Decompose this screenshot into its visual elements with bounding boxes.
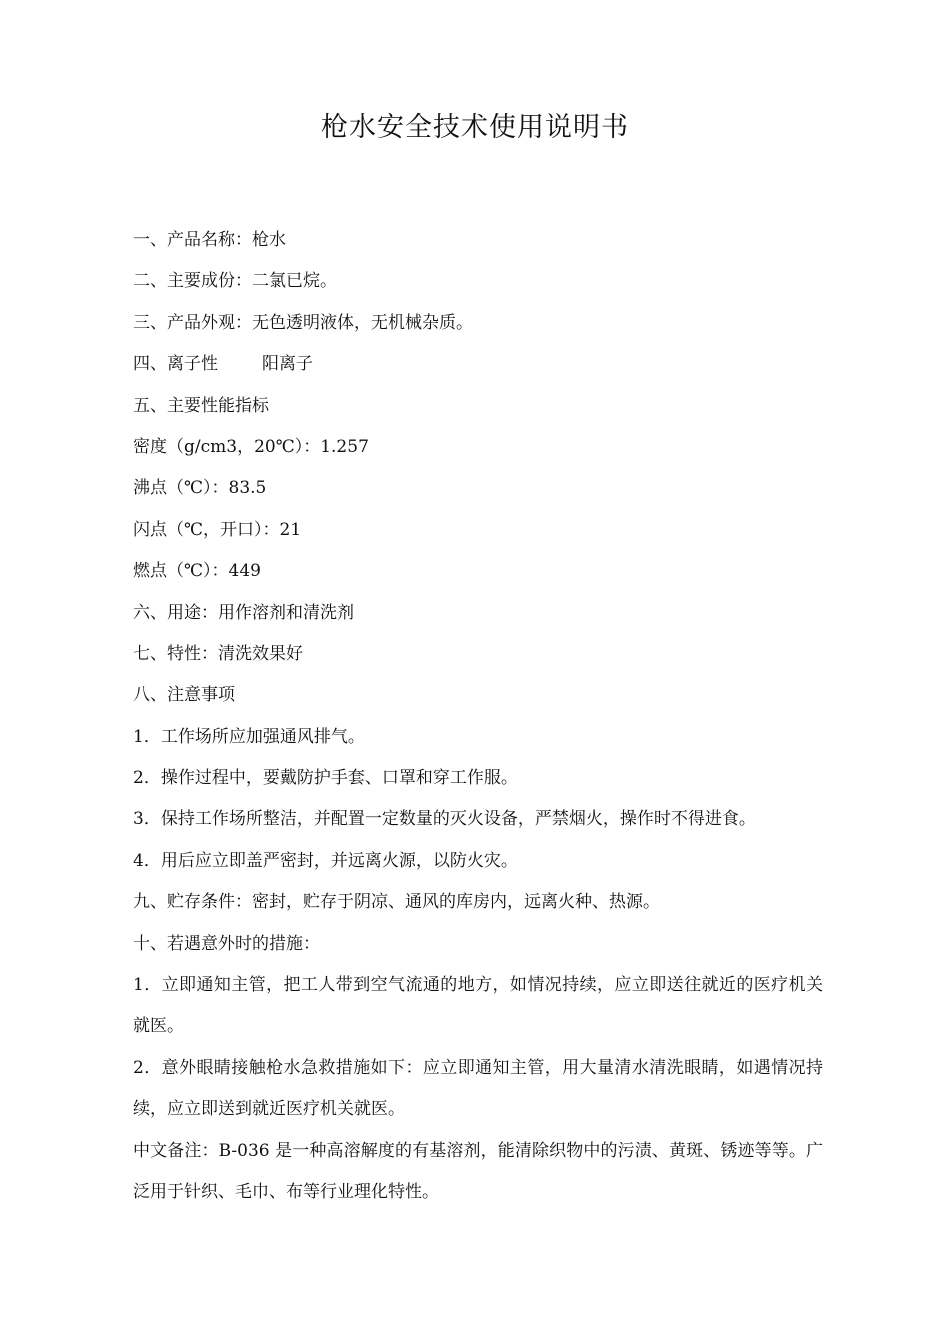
precaution-item-1: 1．工作场所应加强通风排气。 [133, 726, 365, 747]
section-emergency-measures: 十、若遇意外时的措施： [133, 933, 320, 954]
section-appearance: 三、产品外观：无色透明液体，无机械杂质。 [133, 312, 473, 333]
section-performance-indicators: 五、主要性能指标 [133, 395, 269, 416]
emergency-item-2: 2．意外眼睛接触枪水急救措施如下：应立即通知主管，用大量清水清洗眼睛，如遇情况持续，应立即送到就近医疗机关就医。 [133, 1057, 823, 1120]
indicator-ignition-point: 燃点（℃）：449 [133, 561, 261, 582]
precaution-item-3: 3．保持工作场所整洁，并配置一定数量的灭火设备，严禁烟火，操作时不得进食。 [133, 809, 756, 830]
indicator-density: 密度（g/cm3，20℃）：1.257 [133, 436, 369, 457]
section-characteristics: 七、特性：清洗效果好 [133, 643, 303, 664]
precaution-item-2: 2．操作过程中，要戴防护手套、口罩和穿工作服。 [133, 768, 518, 789]
section-ionic-property [133, 344, 823, 385]
section-main-ingredient: 二、主要成份：二氯已烷。 [133, 271, 337, 292]
document-title: 枪水安全技术使用说明书 [321, 112, 629, 143]
precaution-item-4: 4．用后应立即盖严密封，并远离火源，以防火灾。 [133, 850, 518, 871]
section-product-name: 一、产品名称：枪水 [133, 230, 286, 250]
section-usage: 六、用途：用作溶剂和清洗剂 [133, 602, 354, 623]
document-body [133, 220, 823, 1213]
ionic-property-value: 阳离子 [262, 354, 313, 375]
chinese-remark: 中文备注：B-036 是一种高溶解度的有基溶剂，能清除织物中的污渍、黄斑、锈迹等等。广泛用于针织、毛巾、布等行业理化特性。 [133, 1140, 823, 1203]
emergency-item-1: 1．立即通知主管，把工人带到空气流通的地方，如情况持续，应立即送往就近的医疗机关就医。 [133, 975, 823, 1037]
indicator-boiling-point: 沸点（℃）：83.5 [133, 478, 267, 499]
section-precautions: 八、注意事项 [133, 685, 235, 706]
ionic-property-label: 四、离子性 [133, 354, 218, 375]
indicator-flash-point: 闪点（℃，开口）：21 [133, 519, 302, 540]
section-storage: 九、贮存条件：密封，贮存于阴凉、通风的库房内，远离火种、热源。 [133, 892, 660, 913]
